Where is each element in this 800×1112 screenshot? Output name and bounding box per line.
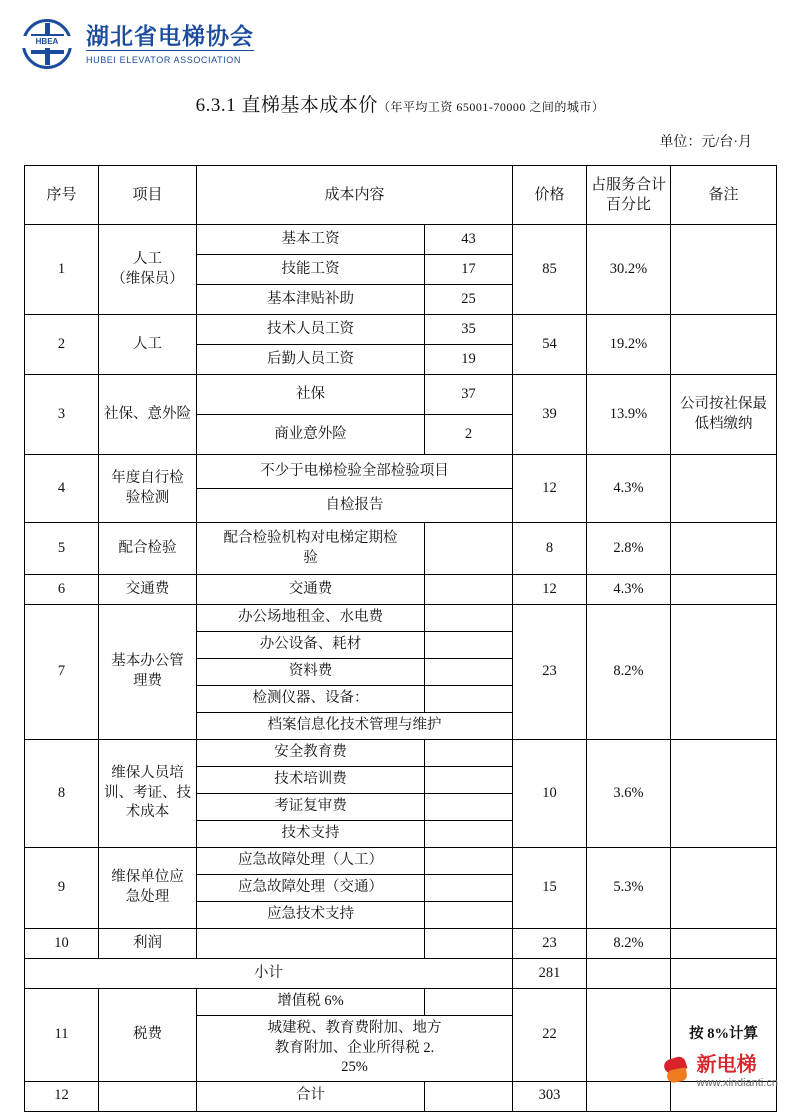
cell-content: 城建税、教育费附加、地方 教育附加、企业所得税 2. 25% (197, 1016, 513, 1082)
cell-seq: 2 (25, 315, 99, 375)
cell-price: 54 (513, 315, 587, 375)
cell-price: 39 (513, 375, 587, 455)
cost-table (24, 165, 777, 1112)
cell-content: 技术培训费 (197, 767, 425, 794)
document-header (0, 0, 800, 76)
cell-content: 增值税 6% (197, 989, 425, 1016)
association-name-cn: 湖北省电梯协会 (86, 23, 254, 49)
watermark-name: 新电梯 (696, 1054, 757, 1076)
total-seq: 12 (25, 1081, 99, 1111)
cell-amount (425, 989, 513, 1016)
cell-content: 办公设备、耗材 (197, 632, 425, 659)
cell-content: 自检报告 (197, 489, 513, 523)
cell-note (671, 929, 777, 959)
total-label: 合计 (197, 1081, 425, 1111)
cell-amount (425, 632, 513, 659)
table-row (25, 848, 777, 875)
cell-amount: 37 (425, 375, 513, 415)
cell-amount (425, 821, 513, 848)
cell-amount (425, 929, 513, 959)
cell-content: 考证复审费 (197, 794, 425, 821)
cell-price: 12 (513, 575, 587, 605)
header-percent: 占服务合计百分比 (587, 166, 671, 225)
cell-amount (425, 875, 513, 902)
page-title (0, 90, 800, 117)
cost-table-wrapper (24, 165, 776, 1112)
cell-note (671, 575, 777, 605)
header-note: 备注 (671, 166, 777, 225)
cell-seq: 5 (25, 523, 99, 575)
watermark-url: www.xindianti.cn (696, 1077, 778, 1089)
cell-amount (425, 575, 513, 605)
cell-percent: 8.2% (587, 605, 671, 740)
cell-content: 技能工资 (197, 255, 425, 285)
cell-percent: 13.9% (587, 375, 671, 455)
cell-amount (425, 659, 513, 686)
page-title-main: 6.3.1 直梯基本成本价 (195, 95, 378, 116)
cell-note: 公司按社保最 低档缴纳 (671, 375, 777, 455)
total-price: 303 (513, 1081, 587, 1111)
cell-amount: 17 (425, 255, 513, 285)
cell-percent: 8.2% (587, 929, 671, 959)
cell-content: 应急技术支持 (197, 902, 425, 929)
table-row (25, 989, 777, 1016)
cell-content: 检测仪器、设备： (197, 686, 425, 713)
header-price: 价格 (513, 166, 587, 225)
cell-note (671, 225, 777, 315)
cell-item: 维保单位应 急处理 (99, 848, 197, 929)
subtotal-percent (587, 959, 671, 989)
cell-amount: 43 (425, 225, 513, 255)
cell-content: 基本工资 (197, 225, 425, 255)
table-row (25, 929, 777, 959)
cell-item: 基本办公管 理费 (99, 605, 197, 740)
total-item (99, 1081, 197, 1111)
total-amount (425, 1081, 513, 1111)
header-content: 成本内容 (197, 166, 513, 225)
cell-item: 人工 （维保员） (99, 225, 197, 315)
cell-content: 不少于电梯检验全部检验项目 (197, 455, 513, 489)
cell-content: 技术支持 (197, 821, 425, 848)
cell-percent: 5.3% (587, 848, 671, 929)
cell-price: 23 (513, 605, 587, 740)
table-row (25, 740, 777, 767)
cell-note (671, 848, 777, 929)
cell-seq: 6 (25, 575, 99, 605)
cell-price: 22 (513, 989, 587, 1082)
cell-price: 15 (513, 848, 587, 929)
cell-amount (425, 848, 513, 875)
cell-amount: 19 (425, 345, 513, 375)
cell-price: 10 (513, 740, 587, 848)
cell-content: 后勤人员工资 (197, 345, 425, 375)
cell-content: 资料费 (197, 659, 425, 686)
cell-content: 商业意外险 (197, 415, 425, 455)
page-title-sub: （年平均工资 65001-70000 之间的城市） (377, 100, 605, 114)
association-name-block (86, 23, 254, 67)
cell-item: 年度自行检 验检测 (99, 455, 197, 523)
table-row (25, 375, 777, 415)
cell-content: 应急故障处理（交通） (197, 875, 425, 902)
cell-percent: 4.3% (587, 455, 671, 523)
logo-abbreviation: HBEA (22, 36, 72, 48)
cell-item: 社保、意外险 (99, 375, 197, 455)
cell-content: 办公场地租金、水电费 (197, 605, 425, 632)
cell-amount: 35 (425, 315, 513, 345)
cell-content: 安全教育费 (197, 740, 425, 767)
cell-note (671, 605, 777, 740)
cell-item: 配合检验 (99, 523, 197, 575)
cell-percent: 3.6% (587, 740, 671, 848)
cell-note (671, 740, 777, 848)
cell-price: 8 (513, 523, 587, 575)
cell-seq: 4 (25, 455, 99, 523)
cell-seq: 3 (25, 375, 99, 455)
cell-percent: 30.2% (587, 225, 671, 315)
table-row (25, 315, 777, 345)
cell-content: 技术人员工资 (197, 315, 425, 345)
cell-percent: 4.3% (587, 575, 671, 605)
cell-item: 税费 (99, 989, 197, 1082)
cell-amount (425, 767, 513, 794)
cell-content: 应急故障处理（人工） (197, 848, 425, 875)
cell-price: 12 (513, 455, 587, 523)
subtotal-row (25, 959, 777, 989)
cell-content: 社保 (197, 375, 425, 415)
cell-item: 维保人员培 训、考证、技 术成本 (99, 740, 197, 848)
watermark-logo-icon (661, 1056, 691, 1086)
cell-content: 基本津贴补助 (197, 285, 425, 315)
cell-amount (425, 605, 513, 632)
cell-seq: 7 (25, 605, 99, 740)
subtotal-label: 小计 (25, 959, 513, 989)
total-percent (587, 1081, 671, 1111)
cell-amount (425, 523, 513, 575)
subtotal-price: 281 (513, 959, 587, 989)
cell-percent (587, 989, 671, 1082)
unit-label: 单位：元/台·月 (659, 135, 752, 150)
table-row (25, 575, 777, 605)
cell-amount: 25 (425, 285, 513, 315)
cell-price: 85 (513, 225, 587, 315)
cell-note (671, 523, 777, 575)
cell-percent: 19.2% (587, 315, 671, 375)
watermark (661, 1054, 778, 1090)
header-seq: 序号 (25, 166, 99, 225)
cell-note: 按 8%计算 (671, 989, 777, 1082)
cell-amount (425, 686, 513, 713)
association-name-en: HUBEI ELEVATOR ASSOCIATION (86, 50, 254, 67)
cell-item: 交通费 (99, 575, 197, 605)
association-logo-icon (22, 19, 74, 71)
cell-content: 交通费 (197, 575, 425, 605)
cell-content: 档案信息化技术管理与维护 (197, 713, 513, 740)
cell-amount (425, 794, 513, 821)
cell-item: 人工 (99, 315, 197, 375)
table-header-row (25, 166, 777, 225)
cell-note (671, 455, 777, 523)
table-row (25, 225, 777, 255)
header-item: 项目 (99, 166, 197, 225)
cell-amount (425, 740, 513, 767)
cell-percent: 2.8% (587, 523, 671, 575)
cell-seq: 1 (25, 225, 99, 315)
cell-item: 利润 (99, 929, 197, 959)
cell-amount: 2 (425, 415, 513, 455)
table-row (25, 523, 777, 575)
subtotal-note (671, 959, 777, 989)
cell-price: 23 (513, 929, 587, 959)
cell-seq: 9 (25, 848, 99, 929)
cell-content (197, 929, 425, 959)
watermark-text-block (697, 1054, 778, 1090)
table-row (25, 605, 777, 632)
cell-note (671, 315, 777, 375)
cell-seq: 11 (25, 989, 99, 1082)
cell-content: 配合检验机构对电梯定期检 验 (197, 523, 425, 575)
table-row (25, 455, 777, 489)
cell-seq: 8 (25, 740, 99, 848)
cell-seq: 10 (25, 929, 99, 959)
cell-amount (425, 902, 513, 929)
